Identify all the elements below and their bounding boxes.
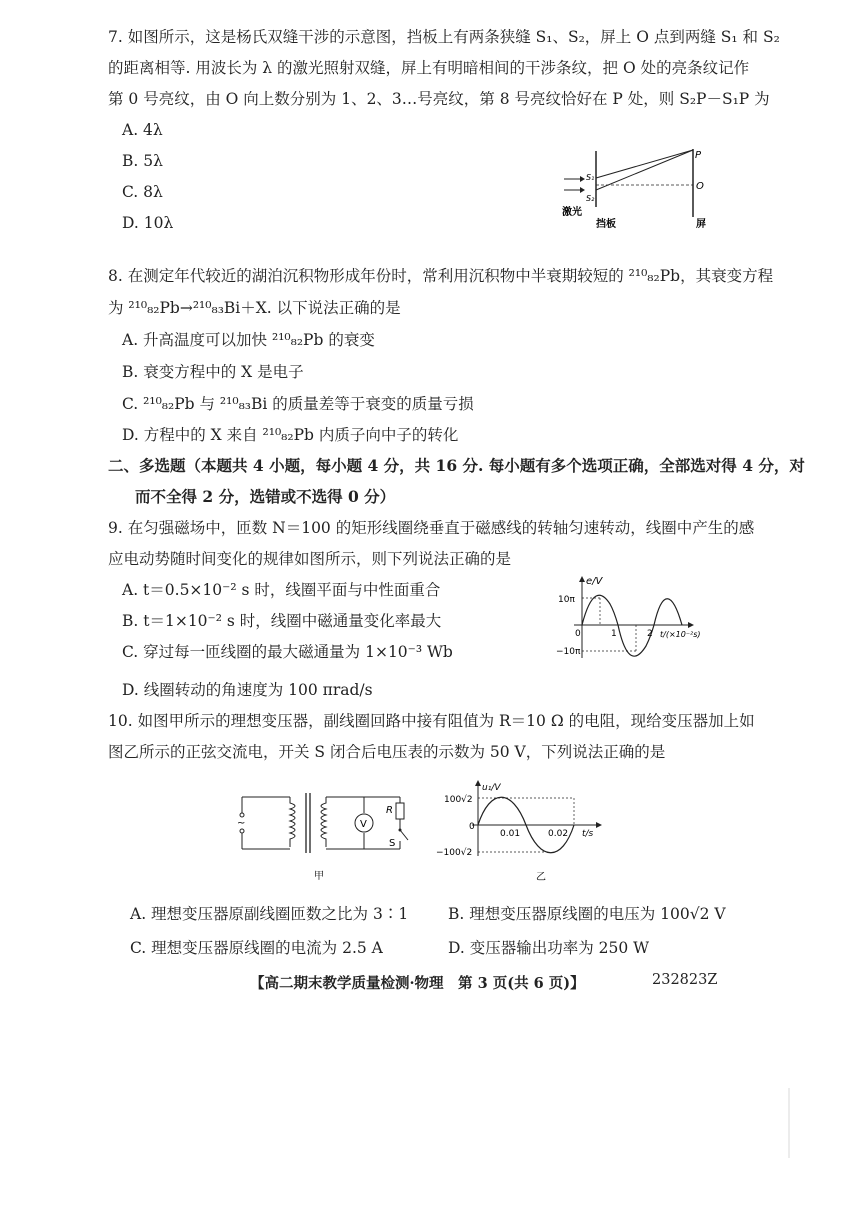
q7-label-p: P [695, 150, 702, 161]
q7-label-o: O [696, 181, 704, 192]
q7-label-laser: 激光 [562, 207, 582, 218]
q10-option-d: D. 变压器输出功率为 250 W [448, 939, 650, 957]
q10-y-max-label: 100√2 [444, 795, 473, 805]
q7-stem-line-3: 第 0 号亮纹，由 O 向上数分别为 1、2、3…号亮纹，第 8 号亮纹恰好在 P 处，则 S₂P－S₁P 为 [108, 90, 770, 108]
q10-tick-1: 0.01 [500, 829, 521, 839]
q8-option-a: A. 升高温度可以加快 ²¹⁰₈₂Pb 的衰变 [122, 331, 375, 349]
q9-option-a: A. t＝0.5×10⁻² s 时，线圈平面与中性面重合 [122, 581, 441, 599]
q8-option-b: B. 衰变方程中的 X 是电子 [122, 363, 304, 381]
q10-stem-line-1: 10. 如图甲所示的理想变压器，副线圈回路中接有阻值为 R＝10 Ω 的电阻，现给变压器加上如 [108, 712, 755, 730]
q7-option-d: D. 10λ [122, 214, 174, 232]
q7-label-barrier: 挡板 [596, 219, 616, 230]
q10-option-c: C. 理想变压器原线圈的电流为 2.5 A [130, 939, 383, 957]
q9-tick-1: 1 [611, 629, 617, 639]
q7-label-screen: 屏 [696, 219, 706, 230]
q9-y-min-label: −10π [556, 647, 581, 657]
q10-origin-label: 0 [469, 822, 475, 832]
q9-stem-line-1: 9. 在匀强磁场中，匝数 N＝100 的矩形线圈绕垂直于磁感线的转轴匀速转动，线圈中产生的感 [108, 519, 755, 537]
q8-option-d: D. 方程中的 X 来自 ²¹⁰₈₂Pb 内质子向中子的转化 [122, 426, 459, 444]
scan-edge-mark [788, 1088, 790, 1158]
q8-stem-line-1: 8. 在测定年代较近的湖泊沉积物形成年份时，常利用沉积物中半衰期较短的 ²¹⁰₈₂Pb，其衰变方程 [108, 267, 774, 285]
q10-voltage-graph [432, 776, 612, 886]
section2-heading-line-2: 而不全得 2 分，选错或不选得 0 分） [135, 487, 396, 506]
q9-origin-label: 0 [575, 629, 581, 639]
q10-resistor-label: R [386, 805, 393, 816]
q7-label-s1: S₁ [586, 173, 595, 182]
q9-y-max-label: 10π [558, 595, 575, 605]
q8-stem-line-2: 为 ²¹⁰₈₂Pb→²¹⁰₈₃Bi＋X. 以下说法正确的是 [108, 299, 401, 317]
q8-option-c: C. ²¹⁰₈₂Pb 与 ²¹⁰₈₃Bi 的质量差等于衰变的质量亏损 [122, 395, 474, 413]
page-footer-title: 【高二期末教学质量检测·物理 第 3 页(共 6 页)】 [250, 975, 585, 992]
q9-option-d: D. 线圈转动的角速度为 100 πrad/s [122, 681, 373, 699]
page-footer-code: 232823Z [652, 972, 718, 988]
q10-option-a: A. 理想变压器原副线圈匝数之比为 3∶1 [130, 905, 409, 923]
q7-option-c: C. 8λ [122, 183, 163, 201]
q7-option-b: B. 5λ [122, 152, 163, 170]
q7-double-slit-figure [560, 145, 710, 235]
q10-switch-label: S [389, 838, 396, 849]
q9-tick-2: 2 [647, 629, 653, 639]
q10-tick-2: 0.02 [548, 829, 569, 839]
q10-figure-yi-label: 乙 [536, 872, 546, 883]
q10-stem-line-2: 图乙所示的正弦交流电，开关 S 闭合后电压表的示数为 50 V，下列说法正确的是 [108, 743, 666, 761]
q7-stem-line-2: 的距离相等. 用波长为 λ 的激光照射双缝，屏上有明暗相间的干涉条纹，把 O 处的亮条纹记作 [108, 59, 750, 77]
q9-y-axis-label: e/V [586, 576, 603, 587]
q10-option-b: B. 理想变压器原线圈的电压为 100√2 V [448, 905, 726, 923]
q10-x-axis-label: t/s [582, 829, 594, 839]
q10-y-min-label: −100√2 [436, 848, 473, 858]
q9-option-b: B. t＝1×10⁻² s 时，线圈中磁通量变化率最大 [122, 612, 442, 630]
q10-transformer-circuit [228, 783, 418, 883]
q9-x-axis-label: t/(×10⁻²s) [660, 630, 701, 639]
q10-voltmeter: V [360, 819, 367, 830]
q9-stem-line-2: 应电动势随时间变化的规律如图所示，则下列说法正确的是 [108, 550, 512, 568]
section2-heading-line-1: 二、多选题（本题共 4 小题，每小题 4 分，共 16 分. 每小题有多个选项正确，全部选对得 4 分，对 [108, 456, 805, 475]
q7-stem-line-1: 7. 如图所示，这是杨氏双缝干涉的示意图，挡板上有两条狭缝 S₁、S₂，屏上 O 点到两缝 S₁ 和 S₂ [108, 28, 780, 46]
q7-label-s2: S₂ [586, 194, 595, 203]
q10-ac-source: ~ [237, 818, 246, 829]
q10-figure-jia-label: 甲 [314, 871, 324, 882]
q10-y-axis-label: u₁/V [482, 783, 501, 793]
q7-option-a: A. 4λ [122, 121, 163, 139]
q9-option-c: C. 穿过每一匝线圈的最大磁通量为 1×10⁻³ Wb [122, 643, 453, 661]
q9-emf-graph [556, 574, 716, 666]
